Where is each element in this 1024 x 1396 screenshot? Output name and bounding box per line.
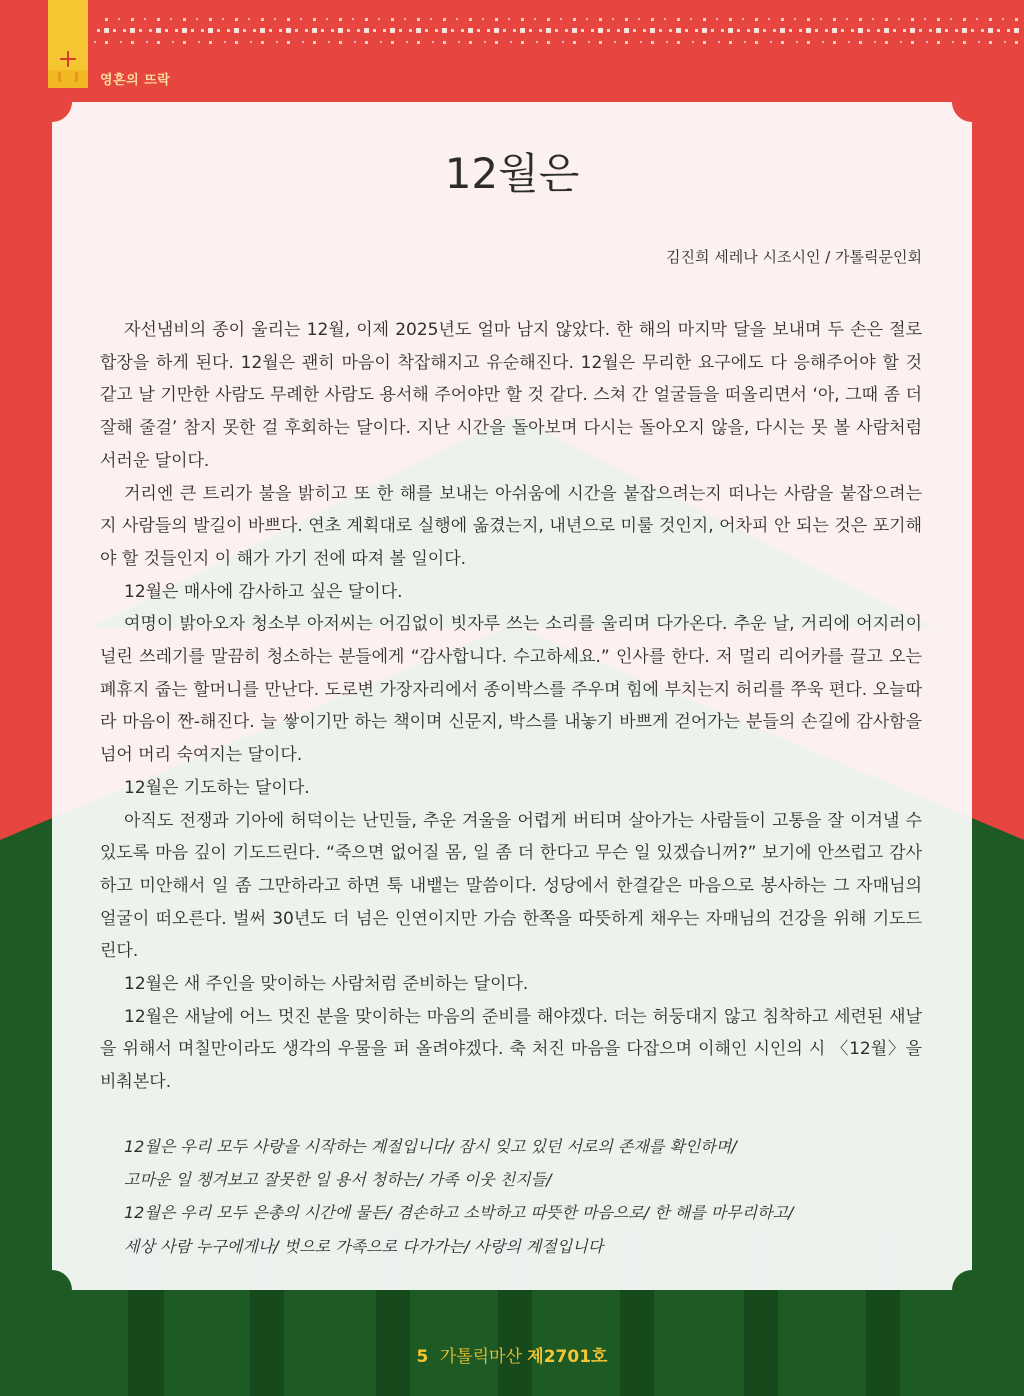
body-text bbox=[100, 314, 922, 1099]
publication-name: 가톨릭마산 bbox=[439, 1347, 522, 1367]
body-paragraph: 12월은 매사에 감사하고 싶은 달이다. bbox=[124, 581, 403, 602]
issue-number: 제2701호 bbox=[527, 1347, 608, 1367]
body-paragraph: 12월은 기도하는 달이다. bbox=[124, 777, 310, 798]
dot-pattern-band bbox=[94, 14, 1022, 54]
body-paragraph: 아직도 전쟁과 기아에 허덕이는 난민들, 추운 겨울을 어렵게 버티며 살아가는 사람들이 고통을 잘 이겨낼 수 있도록 마음 깊이 기도드린다. “죽으면 없어질 몸, 일 좀 더 한다고 무슨 일 있겠습니꺼?” 보기에 안쓰럽고 감사하고 미안해서 일 좀 그만하라고 하면 툭 내뱉는 말씀이다. 성당에서 한결같은 마음으로 봉사하는 그 자매님의 얼굴이 떠오른다. 벌써 30년도 더 넘은 인연이지만 가슴 한쪽을 따뜻하게 채우는 자매님의 건강을 위해 기도드린다. bbox=[100, 810, 922, 962]
poem-quote bbox=[100, 1130, 922, 1263]
poem-line: 고마운 일 챙겨보고 잘못한 일 용서 청하는/ 가족 이웃 친지들/ bbox=[124, 1170, 552, 1190]
body-paragraph: 여명이 밝아오자 청소부 아저씨는 어김없이 빗자루 쓰는 소리를 울리며 다가온다. 추운 날, 거리에 어지러이 널린 쓰레기를 말끔히 청소하는 분들에게 “감사합니다. 수고하세요.” 인사를 한다. 저 멀리 리어카를 끌고 오는 폐휴지 줍는 할머니를 만난다. 도로변 가장자리에서 종이박스를 주우며 힘에 부치는지 허리를 쭈욱 편다. 오늘따라 마음이 짠-해진다. 늘 쌓이기만 하는 책이며 신문지, 박스를 내놓기 바쁘게 걷어가는 분들의 손길에 감사함을 넘어 머리 숙여지는 달이다. bbox=[100, 614, 922, 766]
poem-line: 세상 사람 누구에게나/ 벗으로 가족으로 다가가는/ 사랑의 계절입니다 bbox=[124, 1236, 604, 1256]
body-paragraph: 12월은 새날에 어느 멋진 분을 맞이하는 마음의 준비를 해야겠다. 더는 허둥대지 않고 침착하고 세련된 새날을 위해서 며칠만이라도 생각의 우물을 퍼 올려야겠다. 축 처진 마음을 다잡으며 이해인 시인의 시 〈12월〉을 비춰본다. bbox=[100, 1006, 922, 1093]
article-byline: 김진희 세레나 시조시인 / 가톨릭문인회 bbox=[666, 248, 922, 266]
page-number: 5 bbox=[416, 1347, 429, 1367]
section-label: 영혼의 뜨락 bbox=[100, 73, 171, 88]
article-title: 12월은 bbox=[444, 149, 580, 198]
body-paragraph: 12월은 새 주인을 맞이하는 사람처럼 준비하는 달이다. bbox=[124, 974, 529, 995]
ornament-tab bbox=[48, 0, 88, 88]
body-paragraph: 거리엔 큰 트리가 불을 밝히고 또 한 해를 보내는 아쉬움에 시간을 붙잡으려는지 떠나는 사람을 붙잡으려는지 사람들의 발길이 바쁘다. 연초 계획대로 실행에 옮겼는지, 내년으로 미룰 것인지, 어차피 안 되는 것은 포기해야 할 것들인지 이 해가 가기 전에 따져 볼 일이다. bbox=[100, 483, 922, 569]
body-paragraph: 자선냄비의 종이 울리는 12월, 이제 2025년도 얼마 남지 않았다. 한 해의 마지막 달을 보내며 두 손은 절로 합장을 하게 된다. 12월은 괜히 마음이 착잡해지고 유순해진다. 12월은 무리한 요구에도 다 응해주어야 할 것 같고 날 기만한 사람도 무례한 사람도 용서해 주어야만 할 것 같다. 스쳐 간 얼굴들을 떠올리면서 ‘아, 그때 좀 더 잘해 줄걸’ 참지 못한 걸 후회하는 달이다. 지난 시간을 돌아보며 다시는 돌아오지 않을, 다시는 못 볼 사람처럼 서러운 달이다. bbox=[100, 320, 922, 471]
article-body bbox=[100, 314, 922, 1263]
poem-line: 12월은 우리 모두 사랑을 시작하는 계절입니다/ 잠시 잊고 있던 서로의 존재를 확인하며/ bbox=[124, 1136, 737, 1156]
poem-line: 12월은 우리 모두 은총의 시간에 물든/ 겸손하고 소박하고 따뜻한 마음으로/ 한 해를 마무리하고/ bbox=[124, 1203, 794, 1223]
page-footer bbox=[0, 1342, 1024, 1367]
